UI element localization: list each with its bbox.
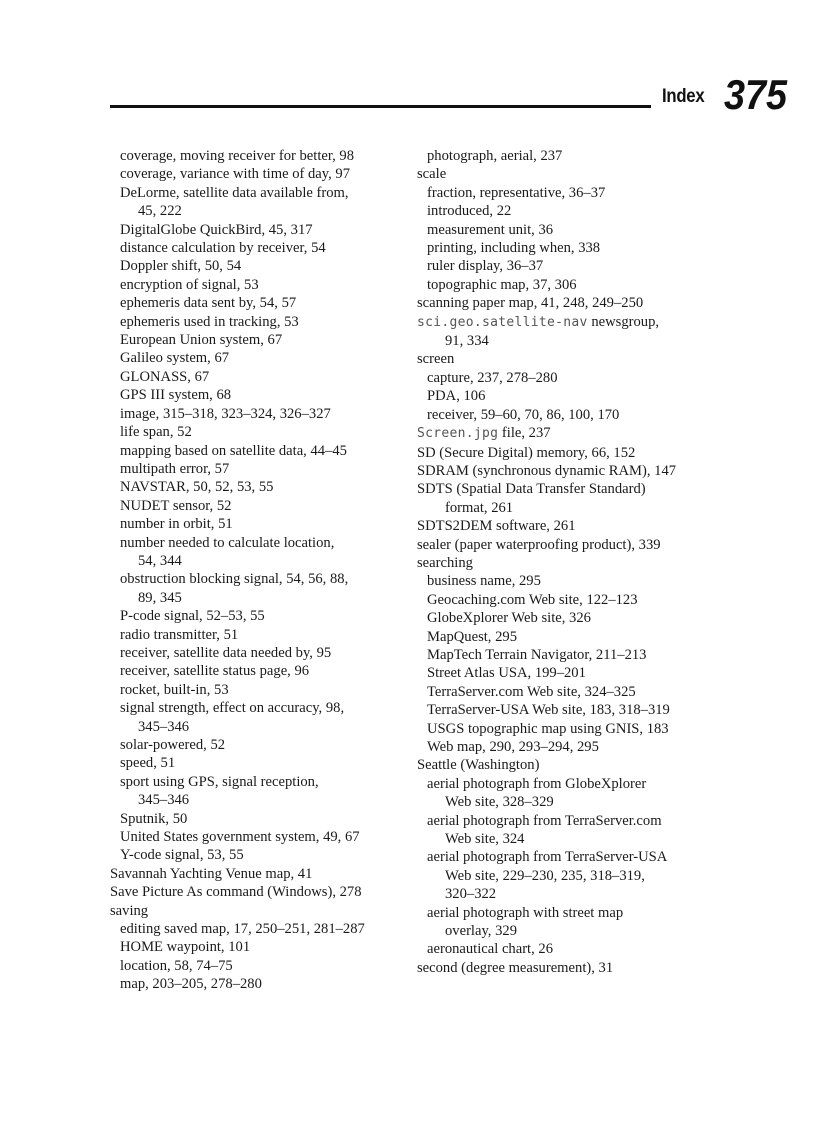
index-entry: [110, 294, 410, 312]
index-entry: [110, 736, 410, 754]
index-entry-text: solar-powered, 52: [120, 737, 226, 753]
index-entry-text: HOME waypoint, 101: [120, 939, 251, 956]
index-entry: [417, 313, 737, 332]
index-entry-text: NAVSTAR, 50, 52, 53, 55: [120, 479, 274, 496]
index-entry: [417, 572, 737, 590]
index-entry: [110, 165, 410, 183]
index-entry: [417, 609, 737, 627]
index-entry: [417, 517, 737, 535]
index-entry-text: ephemeris data sent by, 54, 57: [120, 295, 297, 312]
index-entry: [110, 221, 410, 239]
index-entry-text: GPS III system, 68: [120, 387, 232, 404]
index-entry-text: topographic map, 37, 306: [427, 276, 577, 293]
index-entry: [110, 442, 410, 460]
index-entry: [110, 828, 410, 846]
index-entry: [417, 536, 737, 554]
index-entry: [110, 460, 410, 478]
index-entry-text: ephemeris used in tracking, 53: [120, 313, 299, 330]
index-entry-text: 54, 344: [138, 552, 182, 569]
index-entry: [110, 644, 410, 662]
index-entry: [417, 147, 737, 165]
index-entry-text: Savannah Yachting Venue map, 41: [110, 865, 313, 882]
index-entry: [417, 738, 737, 756]
index-entry-text: 345–346: [138, 718, 190, 735]
index-entry-text: 345–346: [138, 792, 190, 809]
index-entry: [110, 810, 410, 828]
index-entry-text: encryption of signal, 53: [120, 276, 259, 293]
index-entry-text: Doppler shift, 50, 54: [120, 258, 242, 275]
index-entry: [417, 904, 737, 922]
index-entry-code: sci.geo.satellite-nav: [417, 314, 588, 330]
index-entry-text: mapping based on satellite data, 44–45: [120, 442, 347, 459]
index-entry-text: Web site, 324: [445, 831, 525, 848]
index-entry-text: Seattle (Washington): [417, 757, 540, 774]
index-entry: [417, 480, 737, 498]
index-entry-text: saving: [110, 902, 149, 919]
index-entry: [417, 756, 737, 774]
index-entry-text: TerraServer-USA Web site, 183, 318–319: [427, 702, 670, 719]
index-entry-text: Web site, 229–230, 235, 318–319,: [445, 867, 645, 884]
index-entry: [417, 239, 737, 257]
index-entry: [110, 773, 410, 791]
index-entry-text: overlay, 329: [445, 923, 517, 940]
index-entry-text: scanning paper map, 41, 248, 249–250: [417, 295, 644, 312]
index-entry: [417, 276, 737, 294]
index-entry-text: Save Picture As command (Windows), 278: [110, 884, 362, 901]
index-entry-code: Screen.jpg: [417, 426, 499, 442]
index-entry-text: aerial photograph from TerraServer-USA: [427, 849, 668, 866]
index-entry: [417, 221, 737, 239]
index-column-right: [417, 147, 737, 977]
index-entry: [417, 202, 737, 220]
index-entry-text: NUDET sensor, 52: [120, 497, 232, 514]
index-entry: [417, 165, 737, 183]
index-entry-text: searching: [417, 554, 473, 571]
index-entry-text: DigitalGlobe QuickBird, 45, 317: [120, 221, 313, 238]
index-entry: [417, 424, 737, 443]
index-entry-text: European Union system, 67: [120, 332, 283, 349]
index-entry-text: coverage, moving receiver for better, 98: [120, 148, 355, 164]
index-entry: [417, 664, 737, 682]
index-entry: [110, 938, 410, 956]
index-entry: [110, 276, 410, 294]
index-entry-text: image, 315–318, 323–324, 326–327: [120, 405, 331, 422]
index-entry-text: sealer (paper waterproofing product), 339: [417, 536, 661, 553]
index-entry: [417, 720, 737, 738]
index-entry-text: United States government system, 49, 67: [120, 829, 360, 846]
index-entry: [110, 626, 410, 644]
index-entry-text: map, 203–205, 278–280: [120, 976, 262, 993]
index-entry: [110, 754, 410, 772]
index-entry: [417, 830, 737, 848]
index-entry: [110, 257, 410, 275]
index-entry: [417, 591, 737, 609]
index-entry: [110, 681, 410, 699]
index-entry-text: 45, 222: [138, 203, 182, 220]
index-entry-text: newsgroup,: [587, 313, 660, 330]
index-entry-text: number needed to calculate location,: [120, 534, 335, 551]
index-entry: [417, 332, 737, 350]
index-entry-text: P-code signal, 52–53, 55: [120, 608, 265, 625]
index-entry-text: 89, 345: [138, 589, 182, 606]
index-entry-text: measurement unit, 36: [427, 221, 554, 238]
index-entry-text: business name, 295: [427, 573, 541, 590]
index-entry: [417, 499, 737, 517]
index-entry: [110, 552, 410, 570]
index-entry: [417, 793, 737, 811]
index-entry: [110, 515, 410, 533]
index-entry-text: introduced, 22: [427, 203, 512, 220]
index-entry-text: Sputnik, 50: [120, 810, 188, 827]
index-entry: [110, 368, 410, 386]
page-number: 375: [724, 71, 788, 118]
index-entry-text: SDTS2DEM software, 261: [417, 518, 576, 535]
index-entry: [110, 975, 410, 993]
index-entry-text: PDA, 106: [427, 388, 486, 405]
index-entry: [110, 570, 410, 588]
index-entry-text: second (degree measurement), 31: [417, 959, 614, 976]
index-entry-text: aerial photograph from TerraServer.com: [427, 812, 662, 829]
index-entry: [110, 349, 410, 367]
index-entry-text: printing, including when, 338: [427, 240, 601, 257]
index-entry: [417, 462, 737, 480]
index-entry-text: TerraServer.com Web site, 324–325: [427, 683, 636, 700]
index-entry-text: life span, 52: [120, 424, 192, 441]
index-entry: [110, 957, 410, 975]
index-entry-text: fraction, representative, 36–37: [427, 184, 606, 201]
index-entry: [417, 554, 737, 572]
index-entry-text: Geocaching.com Web site, 122–123: [427, 591, 638, 608]
index-entry: [110, 478, 410, 496]
index-entry-text: Y-code signal, 53, 55: [120, 847, 244, 864]
index-entry: [110, 184, 410, 202]
index-entry-text: 320–322: [445, 886, 497, 903]
index-entry: [110, 865, 410, 883]
index-entry-text: screen: [417, 351, 455, 368]
index-entry-text: Web map, 290, 293–294, 295: [427, 739, 599, 755]
index-entry: [417, 294, 737, 312]
index-entry: [417, 848, 737, 866]
header-rule: [110, 105, 651, 108]
index-entry: [417, 184, 737, 202]
index-entry-text: scale: [417, 166, 447, 183]
index-entry-text: ruler display, 36–37: [427, 258, 544, 275]
index-entry-text: SDTS (Spatial Data Transfer Standard): [417, 481, 646, 498]
index-entry-text: aeronautical chart, 26: [427, 941, 554, 958]
index-entry-text: sport using GPS, signal reception,: [120, 773, 319, 790]
index-entry: [417, 775, 737, 793]
index-entry-text: format, 261: [445, 499, 514, 516]
index-entry-text: number in orbit, 51: [120, 516, 233, 533]
index-entry: [110, 883, 410, 901]
index-entry: [110, 147, 410, 165]
index-entry: [417, 701, 737, 719]
index-entry: [110, 902, 410, 920]
index-entry-text: photograph, aerial, 237: [427, 148, 563, 164]
index-entry: [417, 406, 737, 424]
index-entry-text: capture, 237, 278–280: [427, 369, 558, 386]
index-entry-text: receiver, satellite data needed by, 95: [120, 644, 332, 661]
index-entry-text: Galileo system, 67: [120, 350, 230, 367]
index-entry: [110, 534, 410, 552]
index-entry-text: obstruction blocking signal, 54, 56, 88,: [120, 571, 349, 588]
index-entry: [417, 940, 737, 958]
index-entry: [417, 922, 737, 940]
index-entry-text: aerial photograph with street map: [427, 904, 624, 921]
index-entry: [110, 846, 410, 864]
index-entry-text: USGS topographic map using GNIS, 183: [427, 720, 669, 737]
index-entry: [110, 497, 410, 515]
index-entry-text: GLONASS, 67: [120, 368, 210, 385]
index-entry: [417, 646, 737, 664]
index-entry: [417, 387, 737, 405]
index-entry-text: receiver, satellite status page, 96: [120, 663, 310, 680]
index-entry-text: radio transmitter, 51: [120, 626, 239, 643]
index-entry-text: DeLorme, satellite data available from,: [120, 184, 349, 201]
index-entry: [110, 386, 410, 404]
index-entry: [417, 885, 737, 903]
index-entry-text: Web site, 328–329: [445, 794, 554, 811]
index-entry: [417, 350, 737, 368]
index-entry: [110, 920, 410, 938]
index-entry-text: rocket, built-in, 53: [120, 681, 229, 698]
index-entry-text: multipath error, 57: [120, 460, 230, 477]
index-entry: [417, 683, 737, 701]
index-entry-text: SD (Secure Digital) memory, 66, 152: [417, 444, 636, 461]
index-entry-text: distance calculation by receiver, 54: [120, 240, 326, 257]
index-entry-text: receiver, 59–60, 70, 86, 100, 170: [427, 406, 620, 423]
index-entry-text: MapTech Terrain Navigator, 211–213: [427, 646, 647, 663]
index-entry: [110, 791, 410, 809]
index-entry: [110, 405, 410, 423]
index-entry-text: file, 237: [498, 425, 551, 442]
index-entry: [417, 369, 737, 387]
index-entry-text: editing saved map, 17, 250–251, 281–287: [120, 921, 365, 938]
index-entry: [417, 959, 737, 977]
index-entry-text: location, 58, 74–75: [120, 957, 233, 974]
index-entry: [110, 202, 410, 220]
index-entry-text: speed, 51: [120, 755, 176, 772]
index-entry-text: Street Atlas USA, 199–201: [427, 665, 586, 682]
index-entry-text: MapQuest, 295: [427, 628, 517, 645]
index-entry: [417, 812, 737, 830]
index-entry: [110, 699, 410, 717]
index-entry-text: coverage, variance with time of day, 97: [120, 166, 351, 183]
index-entry: [417, 257, 737, 275]
index-entry: [110, 589, 410, 607]
index-entry-text: aerial photograph from GlobeXplorer: [427, 775, 647, 792]
index-entry-text: 91, 334: [445, 333, 489, 350]
index-entry: [110, 718, 410, 736]
index-entry-text: signal strength, effect on accuracy, 98,: [120, 700, 345, 717]
index-entry-text: SDRAM (synchronous dynamic RAM), 147: [417, 462, 677, 479]
index-entry: [110, 662, 410, 680]
index-entry: [417, 628, 737, 646]
index-entry: [110, 331, 410, 349]
index-entry: [110, 313, 410, 331]
index-entry: [110, 607, 410, 625]
index-entry-text: GlobeXplorer Web site, 326: [427, 610, 591, 627]
index-column-left: [110, 147, 410, 994]
running-header-label: Index: [662, 86, 705, 107]
index-entry: [110, 239, 410, 257]
index-entry: [417, 867, 737, 885]
index-entry: [417, 444, 737, 462]
index-entry: [110, 423, 410, 441]
